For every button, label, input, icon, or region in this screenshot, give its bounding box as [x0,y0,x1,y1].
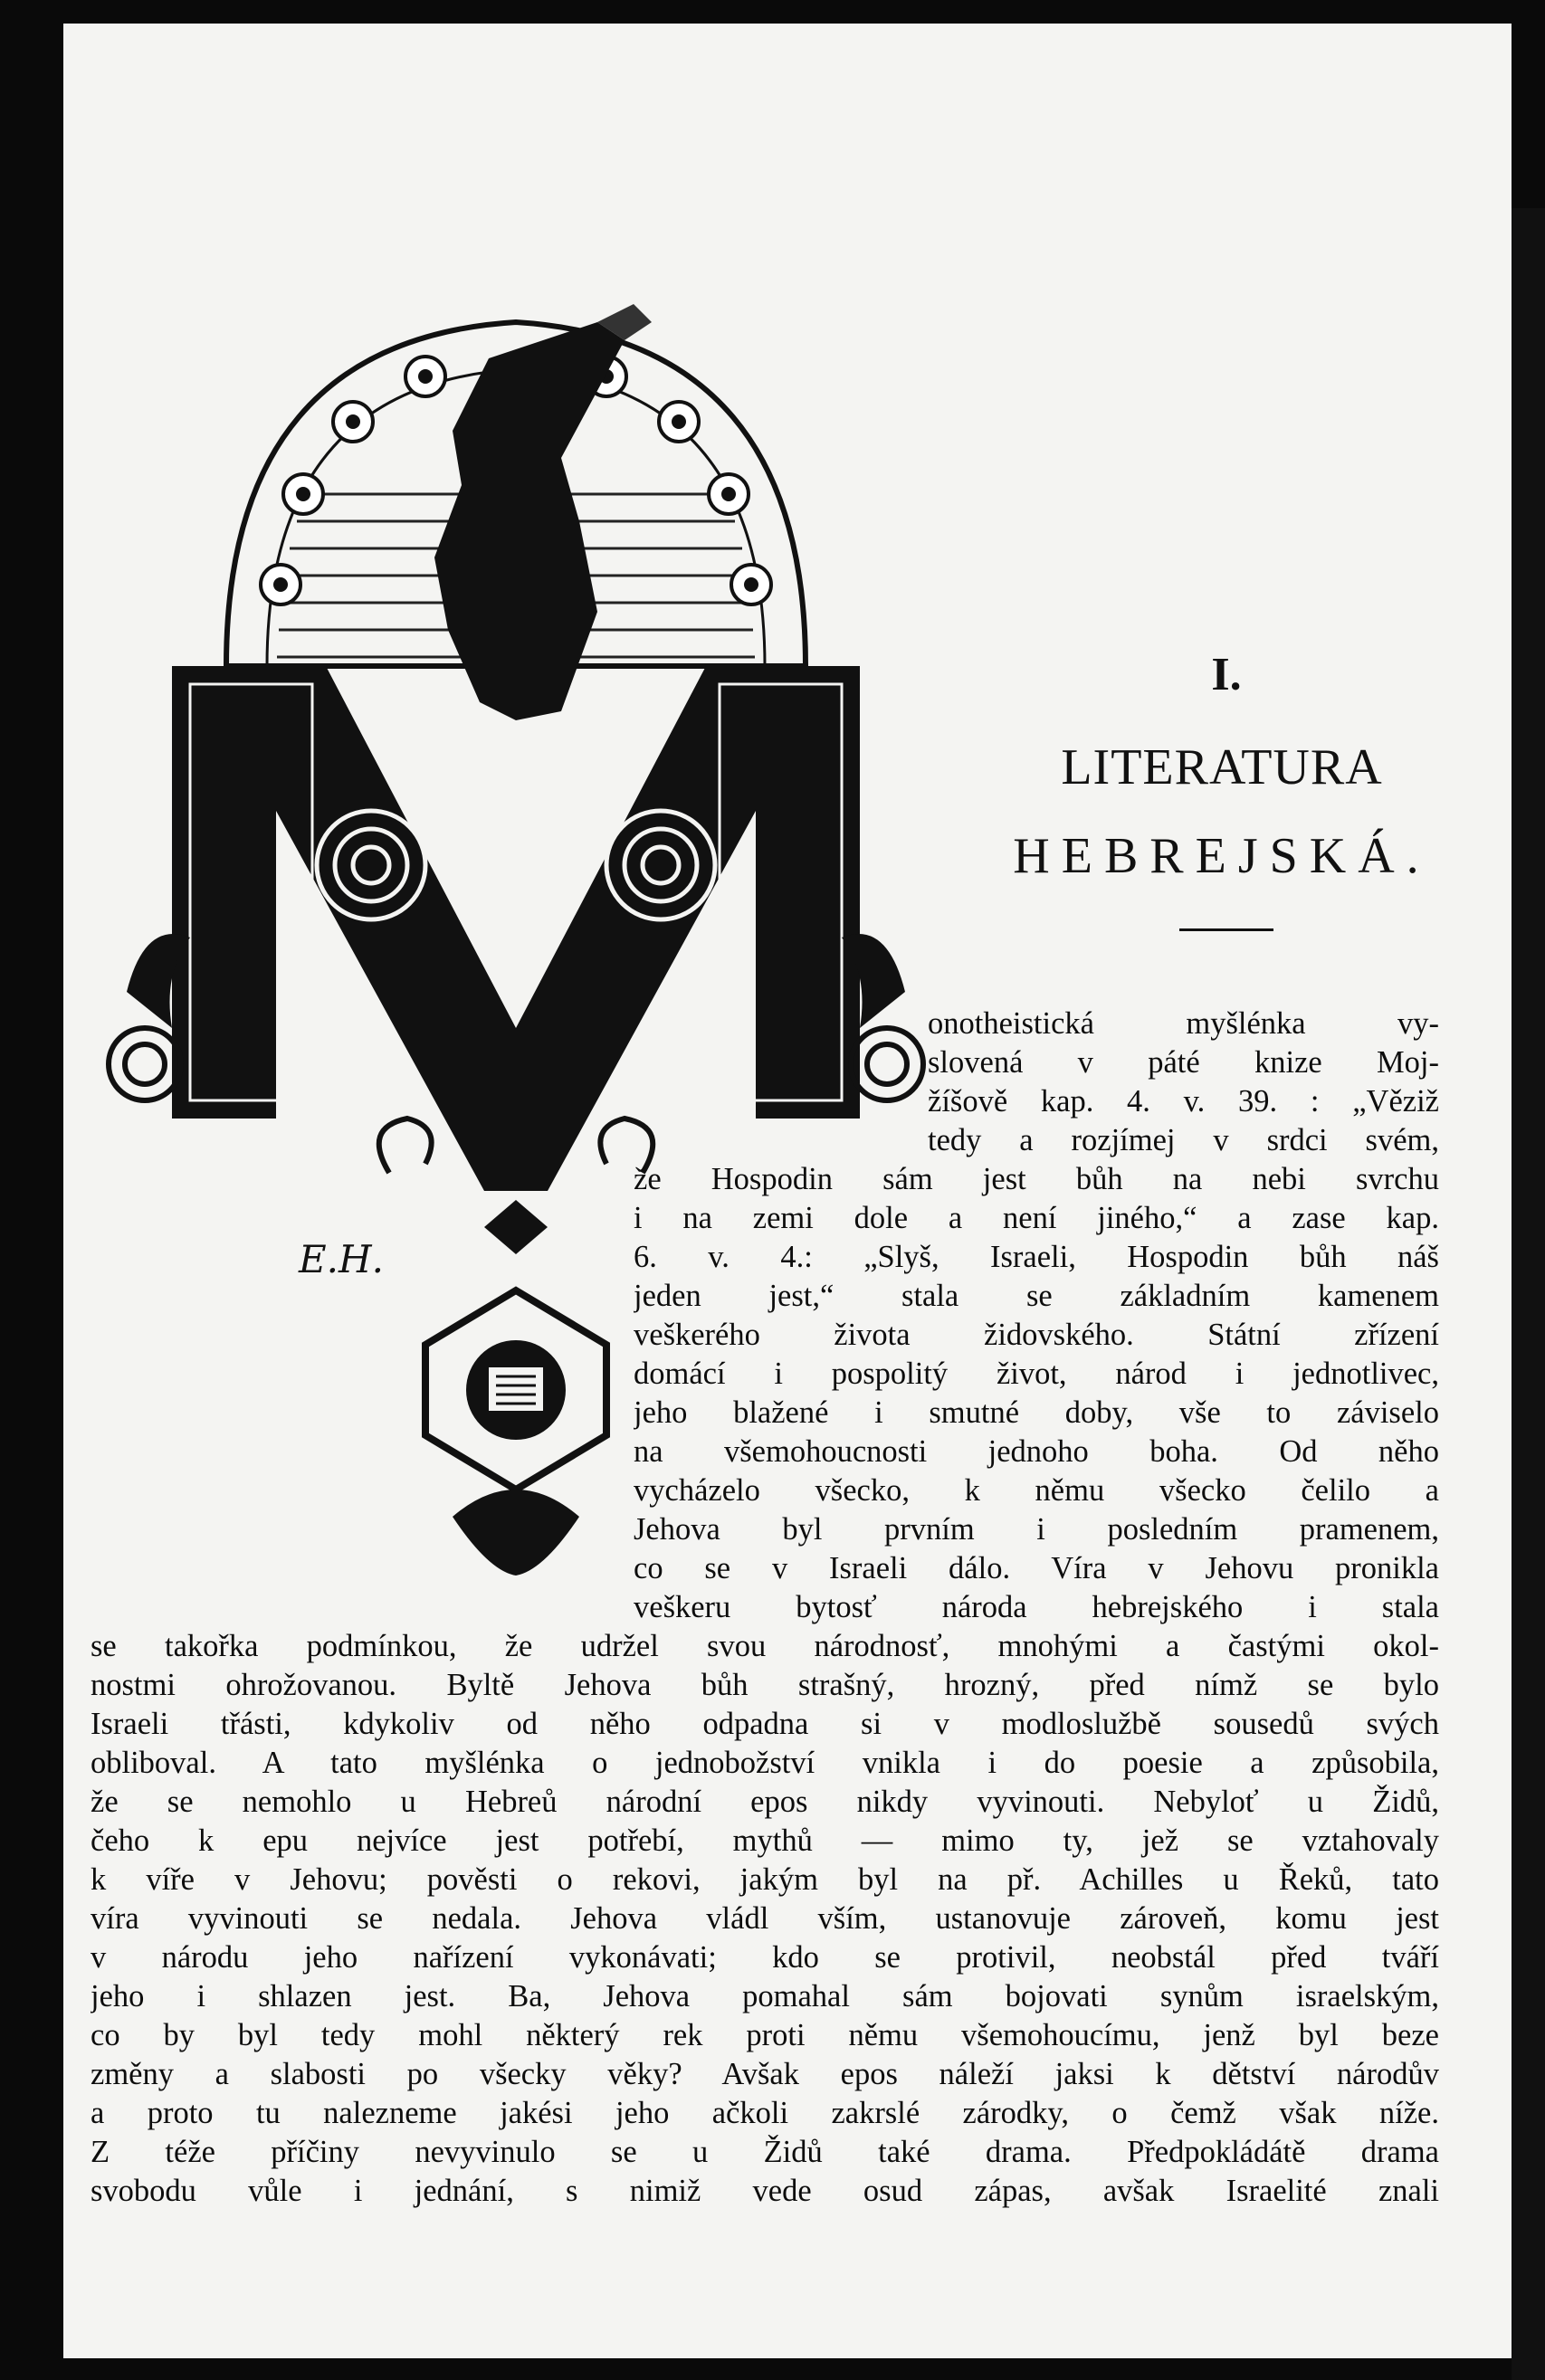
body-line: Israeli třásti, kdykoliv od něho odpadna si v modloslužbě sousedů svých [91,1707,1439,1741]
chapter-number: I. [1211,649,1242,700]
body-line: tedy a rozjímej v srdci svém, [928,1123,1439,1157]
body-line: změny a slabosti po všecky věky? Avšak epos náleží jaksi k dětství národův [91,2057,1439,2091]
body-line: Z téže příčiny nevyvinulo se u Židů také drama. Předpokládátě drama [91,2135,1439,2169]
chapter-title-line1: LITERATURA [1061,739,1383,795]
body-line: že se nemohlo u Hebreů národní epos nikdy vyvinouti. Nebyloť u Židů, [91,1785,1439,1819]
body-line: 6. v. 4.: „Slyš, Israeli, Hospodin bůh náš [634,1240,1439,1274]
body-line: i na zemi dole a není jiného,“ a zase kap. [634,1201,1439,1235]
book-page [63,24,1512,2358]
body-line: nostmi ohrožovanou. Byltě Jehova bůh strašný, hrozný, před nímž se bylo [91,1668,1439,1702]
body-line: v národu jeho nařízení vykonávati; kdo se protivil, neobstál před tváří [91,1940,1439,1975]
chapter-title-line2: HEBREJSKÁ. [1013,828,1431,884]
body-line: co se v Israeli dálo. Víra v Jehovu pronikla [634,1551,1439,1585]
body-line: a proto tu nalezneme jakési jeho ačkoli zakrslé zárodky, o čemž však níže. [91,2096,1439,2130]
body-line: se takořka podmínkou, že udržel svou národnosť, mnohými a častými okol- [91,1629,1439,1663]
body-line: vycházelo všecko, k němu všecko čelilo a [634,1473,1439,1508]
body-line: čeho k epu nejvíce jest potřebí, mythů — mimo ty, jež se vztahovaly [91,1823,1439,1858]
body-line: veškerého života židovského. Státní zřízení [634,1318,1439,1352]
body-line: slovená v páté knize Moj- [928,1045,1439,1080]
body-line: obliboval. A tato myšlénka o jednobožství vnikla i do poesie a způsobila, [91,1746,1439,1780]
body-line: k víře v Jehovu; pověsti o rekovi, jakým byl na př. Achilles u Řeků, tato [91,1862,1439,1897]
title-divider [1179,928,1273,931]
body-line: žíšově kap. 4. v. 39. : „Věziž [928,1084,1439,1119]
body-line: víra vyvinouti se nedala. Jehova vládl vším, ustanovuje zároveň, komu jest [91,1901,1439,1936]
body-line: jeden jest,“ stala se základním kamenem [634,1279,1439,1313]
body-line: že Hospodin sám jest bůh na nebi svrchu [634,1162,1439,1196]
body-line: jeho i shlazen jest. Ba, Jehova pomahal sám bojovati synům israelským, [91,1979,1439,2013]
body-line: veškeru bytosť národa hebrejského i stala [634,1590,1439,1624]
body-line: Jehova byl prvním i posledním pramenem, [634,1512,1439,1547]
svg-text:E.H.: E.H. [299,1237,384,1281]
body-line: co by byl tedy mohl některý rek proti němu všemohoucímu, jenž byl beze [91,2018,1439,2052]
page-edge [1512,208,1545,2380]
body-line: domácí i pospolitý život, národ i jednotlivec, [634,1357,1439,1391]
body-line: svobodu vůle i jednání, s nimiž vede osud zápas, avšak Israelité znali [91,2174,1439,2208]
body-line: na všemohoucnosti jednoho boha. Od něho [634,1434,1439,1469]
body-line: jeho blažené i smutné doby, vše to záviselo [634,1395,1439,1430]
body-line: onotheistická myšlénka vy- [928,1006,1439,1041]
